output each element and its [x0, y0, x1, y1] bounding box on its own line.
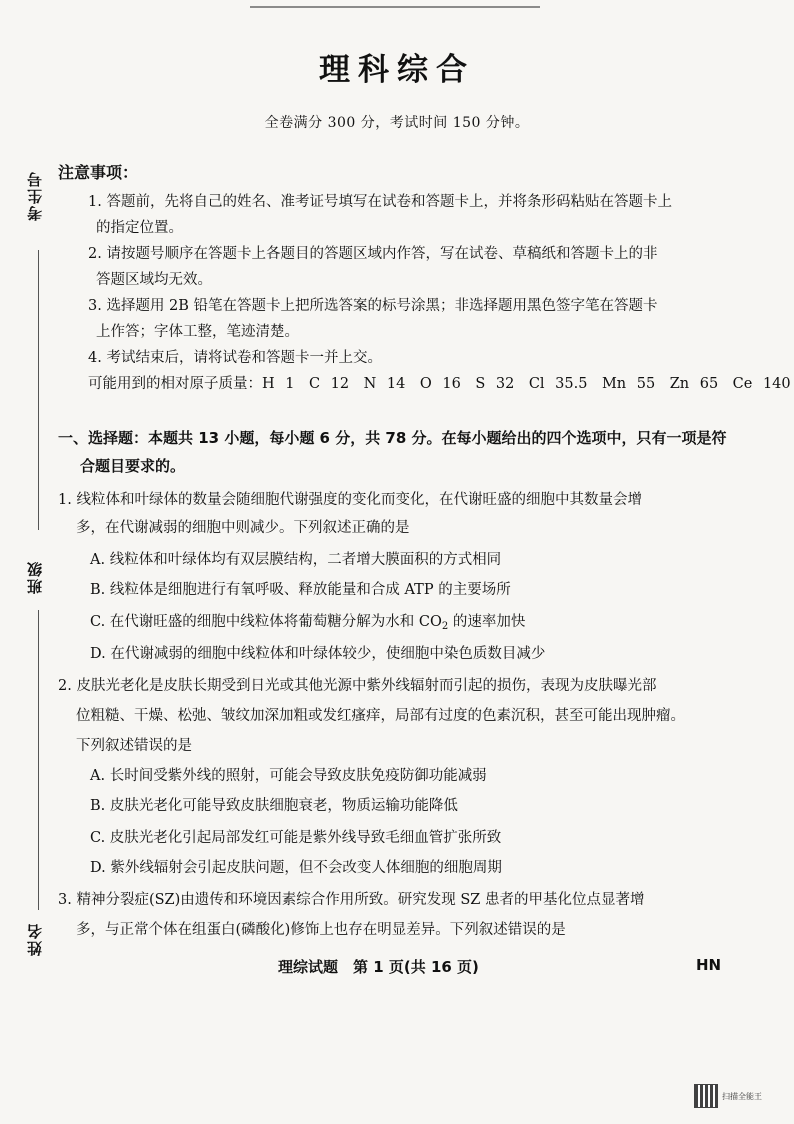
question-2-option-d: D. 紫外线辐射会引起皮肤问题，但不会改变人体细胞的细胞周期 [90, 860, 502, 876]
question-2-stem: 2. 皮肤光老化是皮肤长期受到日光或其他光源中紫外线辐射而引起的损伤，表现为皮肤曝光部 [58, 678, 657, 694]
question-3-stem: 3. 精神分裂症(SZ)由遗传和环境因素综合作用所致。研究发现 SZ 患者的甲基化位点显著增 [58, 892, 645, 908]
exam-info: 全卷满分 300 分，考试时间 150 分钟。 [264, 115, 530, 131]
page-number: 理综试题 第 1 页(共 16 页) [278, 958, 479, 976]
margin-label-exam-no: 考生号 [26, 170, 44, 221]
question-1-option-b: B. 线粒体是细胞进行有氧呼吸、释放能量和合成 ATP 的主要场所 [90, 582, 511, 598]
question-1-stem-cont: 多，在代谢减弱的细胞中则减少。下列叙述正确的是 [76, 520, 410, 536]
note-line: 4. 考试结束后，请将试卷和答题卡一并上交。 [88, 350, 382, 366]
atomic-mass-line: 可能用到的相对原子质量：H 1 C 12 N 14 O 16 S 32 Cl 35.5 Mn 55 Zn 65 Ce 140 [88, 376, 791, 392]
margin-line-class [38, 610, 39, 910]
question-1-option-c: C. 在代谢旺盛的细胞中线粒体将葡萄糖分解为水和 $CO_2$ 的速率加快 [90, 614, 526, 632]
scanner-watermark-text: 扫描全能王 [722, 1091, 762, 1101]
scanner-watermark [694, 1084, 784, 1108]
section-heading: 一、选择题：本题共 13 小题，每小题 6 分，共 78 分。在每小题给出的四个选项中，只有一项是符 [58, 429, 727, 447]
margin-line-exam-no [38, 250, 39, 530]
section-heading-cont: 合题目要求的。 [80, 457, 186, 475]
question-1-option-d: D. 在代谢减弱的细胞中线粒体和叶绿体较少，使细胞中染色质数目减少 [90, 646, 546, 662]
margin-label-class: 班级 [26, 560, 44, 594]
notes-heading: 注意事项： [58, 163, 139, 182]
header-top-rule [250, 6, 540, 22]
note-line: 上作答；字体工整，笔迹清楚。 [96, 324, 299, 340]
region-code: HN [696, 956, 722, 974]
qr-code-icon [694, 1084, 718, 1108]
question-3-stem-cont: 多，与正常个体在组蛋白(磷酸化)修饰上也存在明显差异。下列叙述错误的是 [76, 922, 566, 938]
question-2-stem-cont: 下列叙述错误的是 [76, 738, 192, 754]
question-2-stem-cont: 位粗糙、干燥、松弛、皱纹加深加粗或发红瘙痒，局部有过度的色素沉积，甚至可能出现肿瘤。 [76, 708, 685, 724]
note-line: 答题区域均无效。 [96, 272, 212, 288]
question-2-option-b: B. 皮肤光老化可能导致皮肤细胞衰老，物质运输功能降低 [90, 798, 458, 814]
note-line: 的指定位置。 [96, 220, 183, 236]
question-1-option-a: A. 线粒体和叶绿体均有双层膜结构，二者增大膜面积的方式相同 [90, 552, 502, 568]
note-line: 2. 请按题号顺序在答题卡上各题目的答题区域内作答，写在试卷、草稿纸和答题卡上的非 [88, 246, 658, 262]
margin-label-name: 姓名 [26, 922, 44, 956]
note-line: 3. 选择题用 2B 铅笔在答题卡上把所选答案的标号涂黑；非选择题用黑色签字笔在答题卡 [88, 298, 658, 314]
page-title: 理科综合 [319, 52, 475, 88]
question-2-option-c: C. 皮肤光老化引起局部发红可能是紫外线导致毛细血管扩张所致 [90, 830, 502, 846]
note-line: 1. 答题前，先将自己的姓名、准考证号填写在试卷和答题卡上，并将条形码粘贴在答题卡上 [88, 194, 672, 210]
question-1-stem: 1. 线粒体和叶绿体的数量会随细胞代谢强度的变化而变化，在代谢旺盛的细胞中其数量会增 [58, 492, 642, 508]
question-2-option-a: A. 长时间受紫外线的照射，可能会导致皮肤免疫防御功能减弱 [90, 768, 487, 784]
